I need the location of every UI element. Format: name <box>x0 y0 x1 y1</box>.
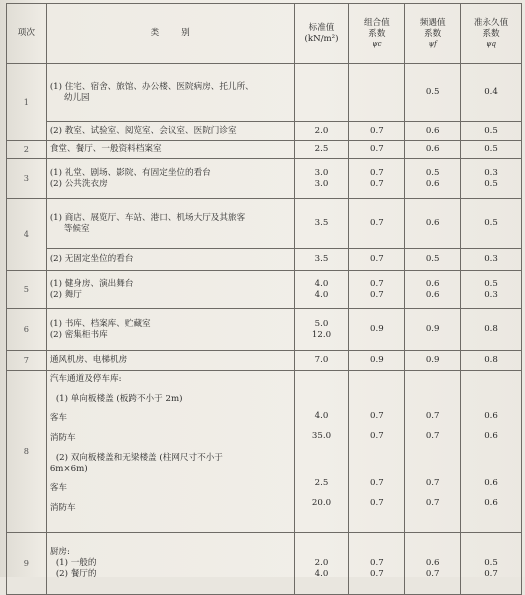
header-row <box>7 4 522 64</box>
category-cell: (1) 健身房、演出舞台 (2) 舞厅 <box>46 271 294 309</box>
frequent-value: 0.6 <box>405 141 461 159</box>
quasi-value: 0.6 0.6 0.6 0.6 <box>461 371 522 533</box>
row-number: 4 <box>7 199 47 271</box>
frequent-value: 0.7 0.7 0.7 0.7 <box>405 371 461 533</box>
frequent-value: 0.5 <box>405 64 461 122</box>
standard-value: 2.0 <box>294 122 349 141</box>
standard-value: 4.0 35.0 2.5 20.0 <box>294 371 349 533</box>
table-row <box>7 199 522 249</box>
table-row <box>7 533 522 595</box>
frequent-value: 0.5 0.6 <box>405 159 461 199</box>
combination-value: 0.7 <box>349 122 405 141</box>
row-number: 7 <box>7 351 47 371</box>
table-row <box>7 122 522 141</box>
standard-value: 7.0 <box>294 351 349 371</box>
quasi-value: 0.5 <box>461 199 522 249</box>
combination-value: 0.7 <box>349 249 405 271</box>
quasi-value: 0.5 0.3 <box>461 271 522 309</box>
category-cell: 通风机房、电梯机房 <box>46 351 294 371</box>
combination-value: 0.7 0.7 <box>349 533 405 595</box>
category-cell: 厨房: (1) 一般的 (2) 餐厅的 <box>46 533 294 595</box>
table-row <box>7 271 522 309</box>
category-cell: (2) 教室、试验室、阅览室、会议室、医院门诊室 <box>46 122 294 141</box>
standard-value: 3.5 <box>294 249 349 271</box>
frequent-value: 0.9 <box>405 309 461 351</box>
table-row <box>7 351 522 371</box>
header-standard: 标准值 (kN/m²) <box>294 4 349 64</box>
frequent-value: 0.9 <box>405 351 461 371</box>
row-number: 1 <box>7 64 47 141</box>
table-row <box>7 64 522 122</box>
row-number: 2 <box>7 141 47 159</box>
table-row <box>7 371 522 533</box>
table-row <box>7 309 522 351</box>
combination-value: 0.7 0.7 0.7 0.7 <box>349 371 405 533</box>
row-number: 6 <box>7 309 47 351</box>
frequent-value: 0.6 <box>405 199 461 249</box>
standard-value: 5.0 12.0 <box>294 309 349 351</box>
combination-value: 0.9 <box>349 309 405 351</box>
quasi-value: 0.4 <box>461 64 522 122</box>
header-no: 项次 <box>7 4 47 64</box>
quasi-value: 0.8 <box>461 309 522 351</box>
category-cell: 食堂、餐厅、一般资料档案室 <box>46 141 294 159</box>
frequent-value: 0.6 0.6 <box>405 271 461 309</box>
quasi-value: 0.5 0.7 <box>461 533 522 595</box>
header-frequent: 频遇值 系数 ψf <box>405 4 461 64</box>
combination-value: 0.7 0.7 <box>349 271 405 309</box>
quasi-value: 0.3 <box>461 249 522 271</box>
standard-value: 2.0 4.0 <box>294 533 349 595</box>
row-number: 5 <box>7 271 47 309</box>
header-quasi-permanent: 准永久值 系数 ψq <box>461 4 522 64</box>
row-number: 9 <box>7 533 47 595</box>
category-cell: (1) 住宅、宿舍、旅馆、办公楼、医院病房、托儿所、 幼儿园 <box>46 64 294 122</box>
header-combination: 组合值 系数 ψc <box>349 4 405 64</box>
category-cell: (1) 书库、档案库、贮藏室 (2) 密集柜书库 <box>46 309 294 351</box>
combination-value <box>349 64 405 122</box>
combination-value: 0.7 <box>349 141 405 159</box>
standard-value: 3.0 3.0 <box>294 159 349 199</box>
row-number: 3 <box>7 159 47 199</box>
combination-value: 0.7 <box>349 199 405 249</box>
combination-value: 0.9 <box>349 351 405 371</box>
standard-value: 3.5 <box>294 199 349 249</box>
frequent-value: 0.6 0.7 <box>405 533 461 595</box>
quasi-value: 0.5 <box>461 141 522 159</box>
frequent-value: 0.6 <box>405 122 461 141</box>
standard-value: 4.0 4.0 <box>294 271 349 309</box>
live-load-table <box>6 3 522 595</box>
category-cell: 汽车通道及停车库: (1) 单向板楼盖 (板跨不小于 2m) 客车 消防车 (2) 双向板楼盖和无梁楼盖 (柱网尺寸不小于 6m×6m) 客车 消防车 <box>46 371 294 533</box>
quasi-value: 0.3 0.5 <box>461 159 522 199</box>
header-category: 类 别 <box>46 4 294 64</box>
category-cell: (2) 无固定坐位的看台 <box>46 249 294 271</box>
frequent-value: 0.5 <box>405 249 461 271</box>
row-number: 8 <box>7 371 47 533</box>
table-row <box>7 141 522 159</box>
category-cell: (1) 礼堂、剧场、影院、有固定坐位的看台 (2) 公共洗衣房 <box>46 159 294 199</box>
standard-value <box>294 64 349 122</box>
table-row <box>7 159 522 199</box>
category-cell: (1) 商店、展览厅、车站、港口、机场大厅及其旅客 等候室 <box>46 199 294 249</box>
quasi-value: 0.5 <box>461 122 522 141</box>
quasi-value: 0.8 <box>461 351 522 371</box>
combination-value: 0.7 0.7 <box>349 159 405 199</box>
standard-value: 2.5 <box>294 141 349 159</box>
table-row <box>7 249 522 271</box>
